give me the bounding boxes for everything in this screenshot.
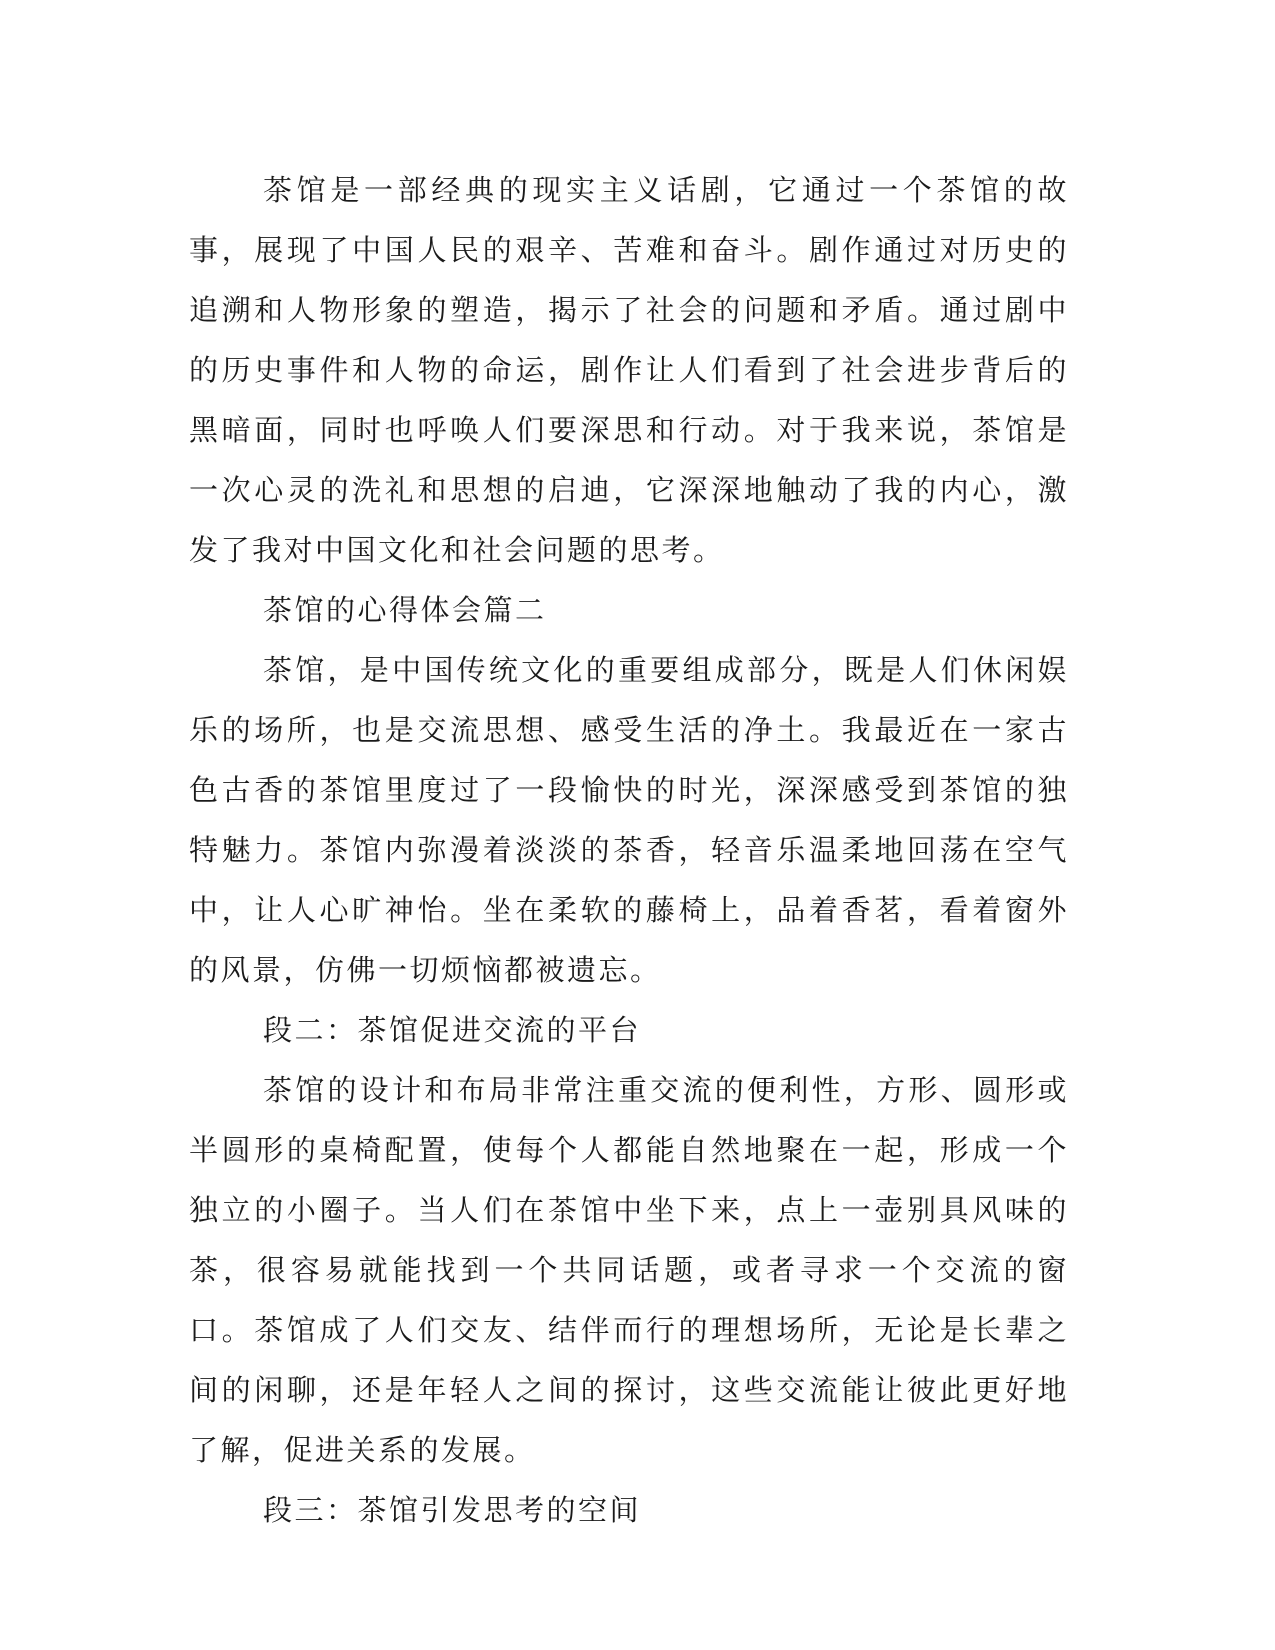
paragraph-intro-summary: 茶馆是一部经典的现实主义话剧，它通过一个茶馆的故事，展现了中国人民的艰辛、苦难和奋斗。剧作通过对历史的追溯和人物形象的塑造，揭示了社会的问题和矛盾。通过剧中的历史事件和人物的命运，剧作让人们看到了社会进步背后的黑暗面，同时也呼唤人们要深思和行动。对于我来说，茶馆是一次心灵的洗礼和思想的启迪，它深深地触动了我的内心，激发了我对中国文化和社会问题的思考。 <box>189 173 1069 567</box>
section-heading-exchange-platform: 段二：茶馆促进交流的平台 <box>263 1013 642 1047</box>
section-heading-part-two: 茶馆的心得体会篇二 <box>263 593 547 627</box>
paragraph-teahouse-atmosphere: 茶馆，是中国传统文化的重要组成部分，既是人们休闲娱乐的场所，也是交流思想、感受生活的净土。我最近在一家古色古香的茶馆里度过了一段愉快的时光，深深感受到茶馆的独特魅力。茶馆内弥漫着淡淡的茶香，轻音乐温柔地回荡在空气中，让人心旷神怡。坐在柔软的藤椅上，品着香茗，看着窗外的风景，仿佛一切烦恼都被遗忘。 <box>189 653 1069 987</box>
paragraph-teahouse-exchange: 茶馆的设计和布局非常注重交流的便利性，方形、圆形或半圆形的桌椅配置，使每个人都能自然地聚在一起，形成一个独立的小圈子。当人们在茶馆中坐下来，点上一壶别具风味的茶，很容易就能找到一个共同话题，或者寻求一个交流的窗口。茶馆成了人们交友、结伴而行的理想场所，无论是长辈之间的闲聊，还是年轻人之间的探讨，这些交流能让彼此更好地了解，促进关系的发展。 <box>189 1073 1069 1467</box>
section-heading-thinking-space: 段三：茶馆引发思考的空间 <box>263 1493 642 1527</box>
document-body <box>189 160 1069 1540</box>
